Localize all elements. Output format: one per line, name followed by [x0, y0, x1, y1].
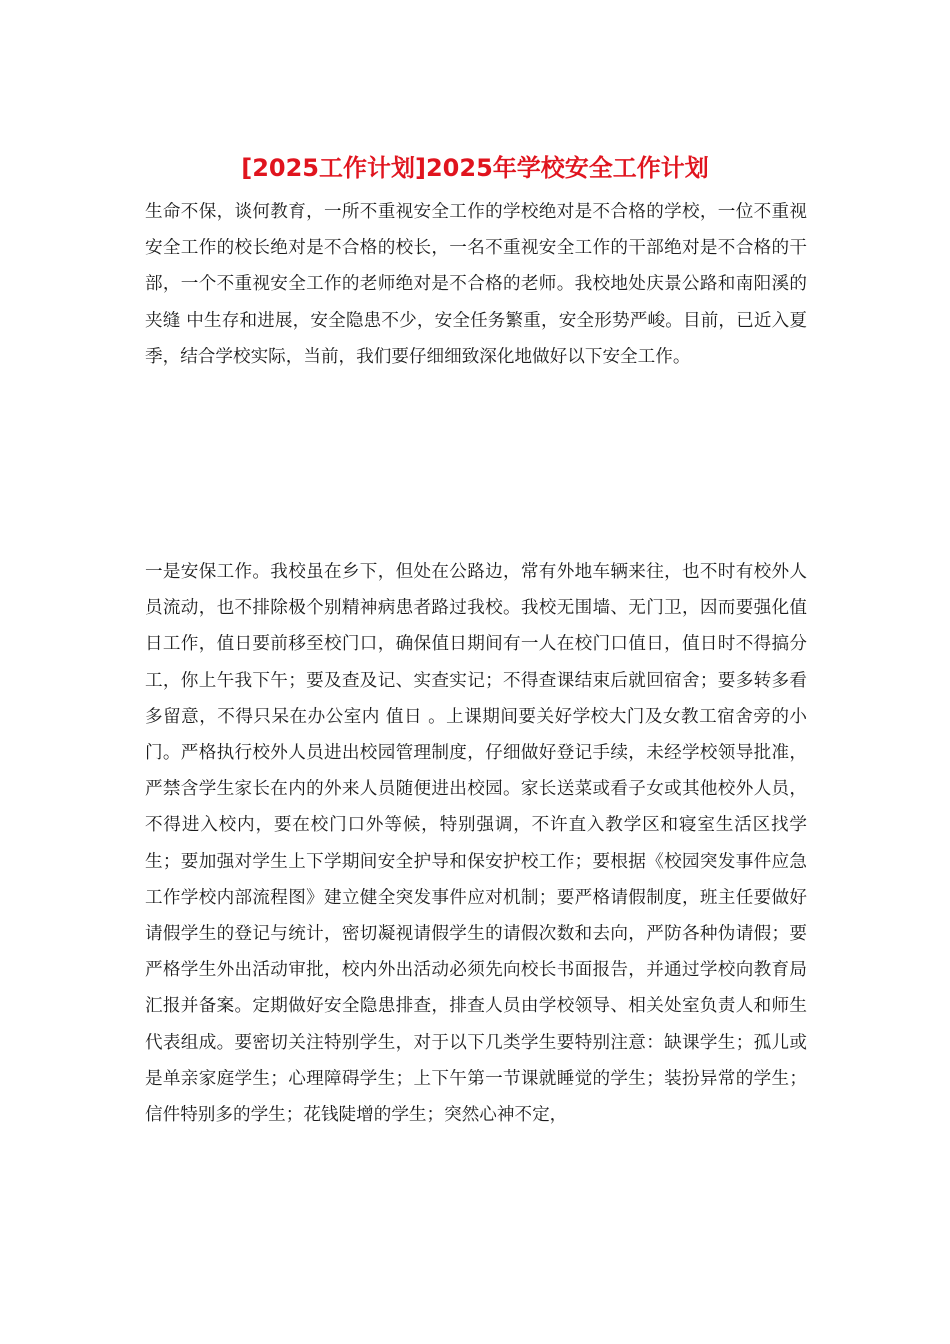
document-title: [2025工作计划]2025年学校安全工作计划 — [241, 154, 709, 182]
section-one-paragraph: 一是安保工作。我校虽在乡下，但处在公路边，常有外地车辆来往，也不时有校外人员流动，也不排除极个别精神病患者路过我校。我校无围墙、无门卫，因而要强化值日工作，值日要前移至校门口，确保值日期间有一人在校门口值日，值日时不得搞分工，你上午我下午；要及查及记、实查实记；不得查课结束后就回宿舍；要多转多看多留意，不得只呆在办公室内 值日 。上课期间要关好学校大门及女教工宿舍旁的小门。严格执行校外人员进出校园管理制度，仔细做好登记手续，未经学校领导批准，严禁含学生家长在内的外来人员随便进出校园。家长送菜或看子女或其他校外人员，不得进入校内，要在校门口外等候，特别强调，不许直入教学区和寝室生活区找学生；要加强对学生上下学期间安全护导和保安护校工作；要根据《校园突发事件应急工作学校内部流程图》建立健全突发事件应对机制；要严格请假制度，班主任要做好请假学生的登记与统计，密切凝视请假学生的请假次数和去向，严防各种伪请假；要严格学生外出活动审批，校内外出活动必须先向校长书面报告，并通过学校向教育局汇报并备案。定期做好安全隐患排查，排查人员由学校领导、相关处室负责人和师生代表组成。要密切关注特别学生，对于以下几类学生要特别注意：缺课学生；孤儿或是单亲家庭学生；心理障碍学生；上下午第一节课就睡觉的学生；装扮异常的学生；信件特别多的学生；花钱陡增的学生；突然心神不定， — [145, 562, 807, 1126]
intro-paragraph: 生命不保，谈何教育，一所不重视安全工作的学校绝对是不合格的学校，一位不重视安全工作的校长绝对是不合格的校长，一名不重视安全工作的干部绝对是不合格的干部，一个不重视安全工作的老师绝对是不合格的老师。我校地处庆景公路和南阳溪的 夹缝 中生存和进展，安全隐患不少，安全任务繁重，安全形势严峻。目前，已近入夏季，结合学校实际，当前，我们要仔细细致深化地做好以下安全工作。 — [145, 202, 807, 367]
